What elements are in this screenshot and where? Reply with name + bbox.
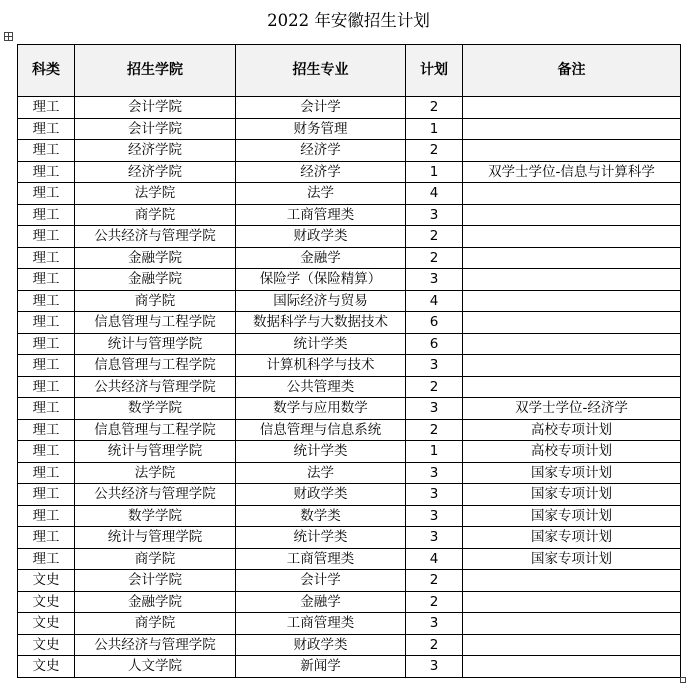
cell-major: 统计学类 (236, 527, 406, 549)
table-row (18, 527, 681, 549)
cell-remarks (463, 613, 681, 635)
cell-remarks (463, 290, 681, 312)
table-row (18, 419, 681, 441)
cell-college: 会计学院 (75, 97, 236, 119)
cell-category: 理工 (18, 333, 75, 355)
cell-college: 数学学院 (75, 505, 236, 527)
table-row (18, 570, 681, 592)
cell-remarks (463, 355, 681, 377)
cell-plan: 2 (406, 376, 463, 398)
header-major: 招生专业 (236, 45, 406, 97)
table-row (18, 548, 681, 570)
table-row (18, 591, 681, 613)
cell-remarks: 国家专项计划 (463, 484, 681, 506)
cell-plan: 3 (406, 484, 463, 506)
cell-college: 商学院 (75, 290, 236, 312)
cell-plan: 1 (406, 118, 463, 140)
table-row (18, 656, 681, 678)
cell-remarks (463, 312, 681, 334)
table-row (18, 290, 681, 312)
cell-remarks (463, 656, 681, 678)
table-resize-handle-icon[interactable] (680, 677, 686, 683)
cell-college: 金融学院 (75, 247, 236, 269)
header-plan: 计划 (406, 45, 463, 97)
cell-plan: 2 (406, 419, 463, 441)
cell-college: 商学院 (75, 204, 236, 226)
header-category: 科类 (18, 45, 75, 97)
cell-remarks (463, 247, 681, 269)
cell-major: 数学与应用数学 (236, 398, 406, 420)
table-row (18, 183, 681, 205)
cell-category: 理工 (18, 226, 75, 248)
cell-college: 统计与管理学院 (75, 441, 236, 463)
cell-category: 理工 (18, 419, 75, 441)
cell-category: 理工 (18, 118, 75, 140)
cell-category: 文史 (18, 613, 75, 635)
table-row (18, 161, 681, 183)
table-row (18, 312, 681, 334)
cell-college: 金融学院 (75, 269, 236, 291)
cell-major: 经济学 (236, 140, 406, 162)
cell-major: 工商管理类 (236, 204, 406, 226)
cell-plan: 3 (406, 398, 463, 420)
cell-major: 国际经济与贸易 (236, 290, 406, 312)
cell-college: 统计与管理学院 (75, 333, 236, 355)
cell-category: 理工 (18, 204, 75, 226)
table-row (18, 204, 681, 226)
table-header-row (18, 45, 681, 97)
cell-plan: 2 (406, 140, 463, 162)
cell-category: 理工 (18, 527, 75, 549)
table-row (18, 333, 681, 355)
cell-category: 理工 (18, 376, 75, 398)
cell-college: 信息管理与工程学院 (75, 355, 236, 377)
cell-plan: 3 (406, 355, 463, 377)
enrollment-plan-table (17, 44, 681, 678)
cell-major: 保险学（保险精算） (236, 269, 406, 291)
cell-category: 理工 (18, 548, 75, 570)
cell-category: 理工 (18, 398, 75, 420)
cell-major: 公共管理类 (236, 376, 406, 398)
cell-remarks (463, 97, 681, 119)
cell-major: 统计学类 (236, 441, 406, 463)
cell-plan: 4 (406, 290, 463, 312)
cell-remarks (463, 269, 681, 291)
cell-major: 新闻学 (236, 656, 406, 678)
cell-major: 金融学 (236, 247, 406, 269)
cell-college: 会计学院 (75, 570, 236, 592)
cell-remarks (463, 226, 681, 248)
cell-major: 会计学 (236, 570, 406, 592)
cell-major: 数据科学与大数据技术 (236, 312, 406, 334)
cell-college: 经济学院 (75, 161, 236, 183)
cell-college: 经济学院 (75, 140, 236, 162)
table-row (18, 634, 681, 656)
cell-plan: 2 (406, 97, 463, 119)
cell-major: 统计学类 (236, 333, 406, 355)
cell-college: 数学学院 (75, 398, 236, 420)
cell-major: 数学类 (236, 505, 406, 527)
cell-remarks: 国家专项计划 (463, 548, 681, 570)
cell-plan: 6 (406, 333, 463, 355)
cell-remarks: 国家专项计划 (463, 527, 681, 549)
cell-category: 理工 (18, 312, 75, 334)
cell-major: 金融学 (236, 591, 406, 613)
cell-remarks: 国家专项计划 (463, 505, 681, 527)
table-row (18, 441, 681, 463)
table-row (18, 97, 681, 119)
cell-remarks (463, 183, 681, 205)
cell-remarks (463, 333, 681, 355)
table-row (18, 247, 681, 269)
table-row (18, 505, 681, 527)
cell-college: 信息管理与工程学院 (75, 312, 236, 334)
cell-plan: 3 (406, 204, 463, 226)
cell-remarks (463, 204, 681, 226)
cell-college: 会计学院 (75, 118, 236, 140)
cell-category: 理工 (18, 484, 75, 506)
cell-major: 工商管理类 (236, 613, 406, 635)
cell-plan: 3 (406, 613, 463, 635)
cell-plan: 2 (406, 247, 463, 269)
cell-category: 理工 (18, 505, 75, 527)
cell-remarks (463, 570, 681, 592)
cell-major: 法学 (236, 183, 406, 205)
cell-remarks: 高校专项计划 (463, 441, 681, 463)
cell-category: 文史 (18, 656, 75, 678)
cell-plan: 3 (406, 656, 463, 678)
cell-college: 信息管理与工程学院 (75, 419, 236, 441)
page-title: 2022 年安徽招生计划 (267, 11, 430, 30)
header-remarks: 备注 (463, 45, 681, 97)
cell-college: 商学院 (75, 548, 236, 570)
table-row (18, 613, 681, 635)
cell-remarks: 国家专项计划 (463, 462, 681, 484)
table-row (18, 484, 681, 506)
cell-plan: 3 (406, 527, 463, 549)
cell-major: 信息管理与信息系统 (236, 419, 406, 441)
cell-remarks: 双学士学位-经济学 (463, 398, 681, 420)
table-row (18, 376, 681, 398)
cell-plan: 2 (406, 570, 463, 592)
cell-remarks: 双学士学位-信息与计算科学 (463, 161, 681, 183)
table-move-handle-icon[interactable] (4, 32, 13, 41)
cell-college: 公共经济与管理学院 (75, 484, 236, 506)
cell-category: 理工 (18, 183, 75, 205)
cell-remarks: 高校专项计划 (463, 419, 681, 441)
cell-college: 人文学院 (75, 656, 236, 678)
cell-plan: 3 (406, 462, 463, 484)
cell-major: 经济学 (236, 161, 406, 183)
cell-major: 法学 (236, 462, 406, 484)
cell-college: 公共经济与管理学院 (75, 226, 236, 248)
header-college: 招生学院 (75, 45, 236, 97)
cell-college: 法学院 (75, 183, 236, 205)
table-row (18, 118, 681, 140)
cell-remarks (463, 118, 681, 140)
cell-major: 计算机科学与技术 (236, 355, 406, 377)
cell-major: 财政学类 (236, 484, 406, 506)
cell-plan: 2 (406, 634, 463, 656)
cell-major: 工商管理类 (236, 548, 406, 570)
cell-category: 文史 (18, 570, 75, 592)
cell-category: 理工 (18, 97, 75, 119)
cell-remarks (463, 376, 681, 398)
cell-category: 理工 (18, 441, 75, 463)
cell-college: 公共经济与管理学院 (75, 376, 236, 398)
cell-category: 理工 (18, 247, 75, 269)
cell-major: 会计学 (236, 97, 406, 119)
table-row (18, 269, 681, 291)
cell-plan: 1 (406, 441, 463, 463)
table-row (18, 140, 681, 162)
cell-category: 理工 (18, 140, 75, 162)
table-row (18, 462, 681, 484)
cell-major: 财政学类 (236, 634, 406, 656)
cell-category: 理工 (18, 462, 75, 484)
cell-category: 理工 (18, 355, 75, 377)
cell-college: 公共经济与管理学院 (75, 634, 236, 656)
cell-college: 商学院 (75, 613, 236, 635)
cell-plan: 3 (406, 505, 463, 527)
cell-category: 文史 (18, 634, 75, 656)
cell-plan: 1 (406, 161, 463, 183)
cell-plan: 2 (406, 226, 463, 248)
cell-category: 理工 (18, 269, 75, 291)
cell-college: 金融学院 (75, 591, 236, 613)
cell-college: 法学院 (75, 462, 236, 484)
cell-remarks (463, 140, 681, 162)
cell-plan: 4 (406, 183, 463, 205)
cell-plan: 3 (406, 269, 463, 291)
cell-plan: 4 (406, 548, 463, 570)
cell-remarks (463, 591, 681, 613)
cell-plan: 6 (406, 312, 463, 334)
cell-category: 文史 (18, 591, 75, 613)
table-row (18, 398, 681, 420)
cell-major: 财务管理 (236, 118, 406, 140)
table-row (18, 226, 681, 248)
cell-college: 统计与管理学院 (75, 527, 236, 549)
table-row (18, 355, 681, 377)
cell-plan: 2 (406, 591, 463, 613)
cell-category: 理工 (18, 161, 75, 183)
cell-remarks (463, 634, 681, 656)
cell-major: 财政学类 (236, 226, 406, 248)
cell-category: 理工 (18, 290, 75, 312)
